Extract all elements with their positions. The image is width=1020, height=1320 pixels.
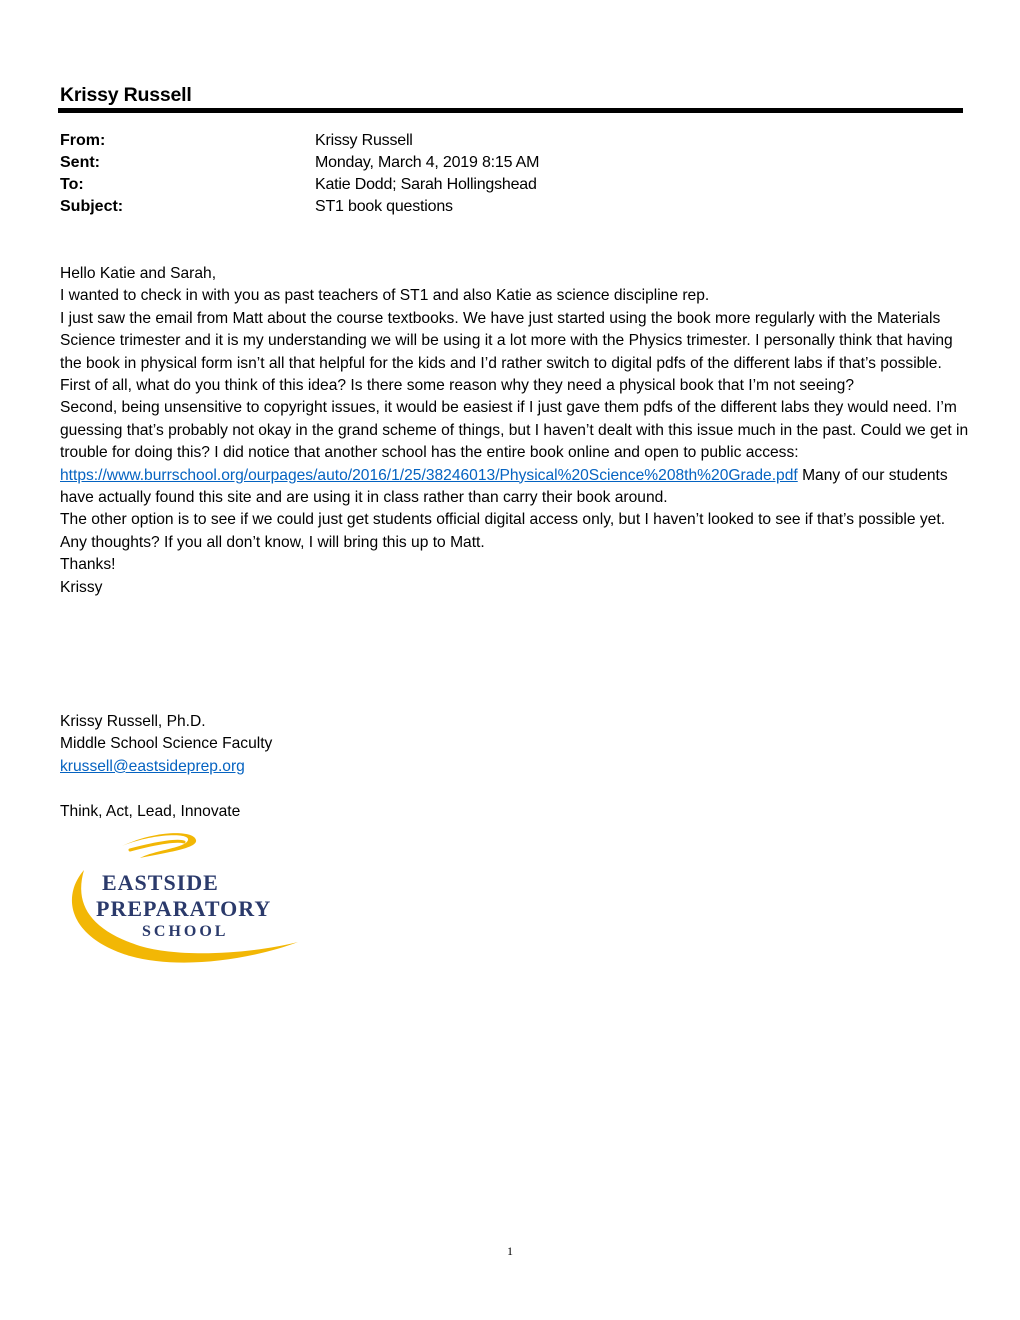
- from-label: From:: [60, 132, 106, 149]
- body-paragraph-3: Second, being unsensitive to copyright issues, it would be easiest if I just gave them pdfs of the different labs they would need. I’m guessing that’s probably not okay in the grand scheme of things, but I haven’t dealt with this issue much in the past. Could we get in trouble for doing this? I did notice that another school has the entire book online and open to public access:: [60, 399, 969, 462]
- body-paragraph-3-continued: [60, 465, 970, 510]
- subject-row: [60, 196, 960, 218]
- header-divider: [58, 108, 963, 113]
- to-value: Katie Dodd; Sarah Hollingshead: [315, 176, 537, 193]
- thanks-line: Thanks!: [60, 556, 116, 574]
- signoff-line: Krissy: [60, 578, 103, 596]
- signature-email-link[interactable]: krussell@eastsideprep.org: [60, 757, 245, 775]
- signature-motto: Think, Act, Lead, Innovate: [60, 802, 241, 820]
- greeting: Hello Katie and Sarah,: [60, 265, 217, 282]
- body-paragraph-4: The other option is to see if we could just get students official digital access only, but I haven’t looked to see if that’s possible yet.: [60, 511, 946, 529]
- from-value: Krissy Russell: [315, 132, 413, 149]
- burrschool-pdf-link[interactable]: https://www.burrschool.org/ourpages/auto/2016/1/25/38246013/Physical%20Science%208th%20Grade.pdf: [60, 466, 798, 484]
- signature-name: Krissy Russell, Ph.D.: [60, 713, 206, 730]
- subject-value: ST1 book questions: [315, 198, 453, 215]
- sent-value: Monday, March 4, 2019 8:15 AM: [315, 154, 540, 171]
- sent-label: Sent:: [60, 154, 100, 171]
- signature-email-line: [60, 756, 272, 778]
- page-number: 1: [507, 1244, 513, 1258]
- logo-text-line1: EASTSIDE: [102, 870, 219, 895]
- signature-title: Middle School Science Faculty: [60, 735, 273, 753]
- eastside-prep-logo: [60, 828, 305, 973]
- email-body: [60, 263, 970, 599]
- sender-heading: Krissy Russell: [60, 84, 192, 106]
- sent-row: [60, 152, 960, 174]
- logo-top-swoosh: [122, 833, 196, 858]
- email-signature: [60, 711, 272, 823]
- logo-text-line2: PREPARATORY: [96, 896, 272, 921]
- from-row: [60, 130, 960, 152]
- email-header: [60, 130, 960, 218]
- body-paragraph-5: Any thoughts? If you all don’t know, I will bring this up to Matt.: [60, 533, 485, 551]
- to-row: [60, 174, 960, 196]
- signature-spacer: [60, 778, 272, 800]
- to-label: To:: [60, 176, 84, 193]
- body-paragraph-1: I wanted to check in with you as past teachers of ST1 and also Katie as science discipline rep.: [60, 287, 710, 305]
- subject-label: Subject:: [60, 198, 124, 215]
- logo-text-line3: SCHOOL: [142, 923, 229, 940]
- body-paragraph-3-tail: Many of our students have actually found this site and are using it in class rather than carry their book around.: [60, 466, 948, 507]
- body-paragraph-2: I just saw the email from Matt about the course textbooks. We have just started using the book more regularly with the Materials Science trimester and it is my understanding we will be using it a lot more with the Physics trimester. I personally think that having the book in physical form isn’t all that helpful for the kids and I’d rather switch to digital pdfs of the different labs if that’s possible. First of all, what do you think of this idea? Is there some reason why they need a physical book that I’m not seeing?: [60, 309, 953, 395]
